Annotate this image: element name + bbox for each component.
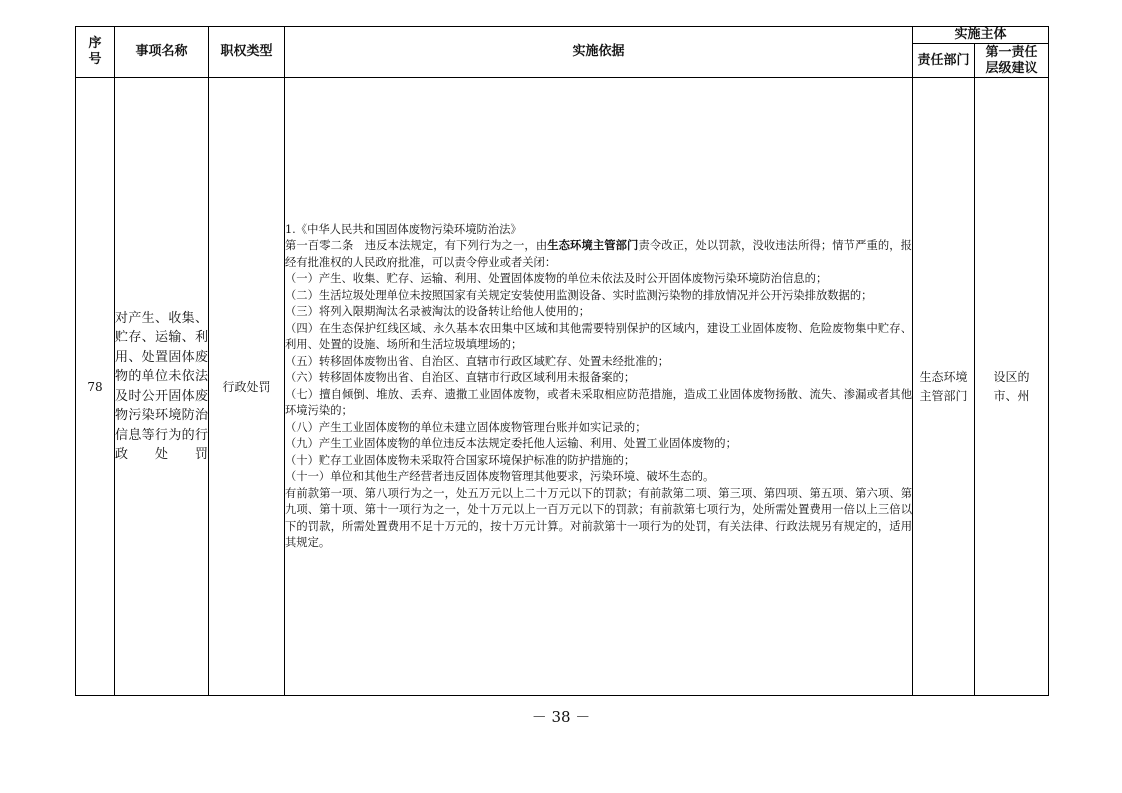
- row-basis: [285, 78, 913, 696]
- header-seq: 序号: [76, 27, 115, 78]
- basis-article-bold: 生态环境主管部门: [547, 239, 639, 252]
- basis-item: （八）产生工业固体废物的单位未建立固体废物管理台账并如实记录的；: [285, 420, 647, 434]
- basis-item: （九）产生工业固体废物的单位违反本法规定委托他人运输、利用、处置工业固体废物的；: [285, 437, 737, 450]
- authority-table: [75, 26, 1049, 696]
- basis-item: （十一）单位和其他生产经营者违反固体废物管理其他要求，污染环境、破坏生态的。: [285, 470, 715, 483]
- basis-item: （五）转移固体废物出省、自治区、直辖市行政区域贮存、处置未经批准的；: [285, 354, 670, 368]
- basis-item: （二）生活垃圾处理单位未按照国家有关规定安装使用监测设备、实时监测污染物的排放情况并公开污染排放数据的；: [285, 288, 873, 302]
- basis-item: （四）在生态保护红线区域、永久基本农田集中区域和其他需要特别保护的区域内，建设工业固体废物、危险废物集中贮存、利用、处置的设施、场所和生活垃圾填埋场的；: [285, 321, 912, 351]
- basis-article: 第一百零二条 违反本法规定，有下列行为之一，由生态环境主管部门责令改正，处以罚款，没收违法所得；情节严重的，报经有批准权的人民政府批准，可以责令停业或者关闭：: [285, 239, 912, 269]
- header-name: 事项名称: [115, 27, 209, 78]
- row-type: 行政处罚: [209, 78, 285, 696]
- basis-title: 1.《中华人民共和国固体废物污染环境防治法》: [285, 222, 522, 236]
- page-number: － 38 －: [531, 708, 591, 726]
- row-level: 设区的市、州: [975, 78, 1049, 696]
- row-name: 对产生、收集、贮存、运输、利用、处置固体废物的单位未依法及时公开固体废物污染环境防治信息等行为的行政处罚: [115, 78, 209, 696]
- basis-item: （一）产生、收集、贮存、运输、利用、处置固体废物的单位未依法及时公开固体废物污染环境防治信息的；: [285, 272, 828, 285]
- header-basis: 实施依据: [285, 27, 913, 78]
- header-subject: 实施主体: [913, 27, 1049, 44]
- basis-item: （七）擅自倾倒、堆放、丢弃、遗撒工业固体废物，或者未采取相应防范措施，造成工业固体废物扬散、流失、渗漏或者其他环境污染的；: [285, 387, 912, 417]
- basis-penalty: 有前款第一项、第八项行为之一，处五万元以上二十万元以下的罚款；有前款第二项、第三项、第四项、第五项、第六项、第九项、第十项、第十一项行为之一，处十万元以上一百万元以下的罚款；有前款第七项行为，处所需处置费用一倍以上三倍以下的罚款，所需处置费用不足十万元的，按十万元计算。对前款第十一项行为的处罚，有关法律、行政法规另有规定的，适用其规定。: [285, 486, 912, 549]
- row-seq: 78: [76, 78, 115, 696]
- header-dept: 责任部门: [913, 44, 975, 78]
- header-type: 职权类型: [209, 27, 285, 78]
- basis-item: （六）转移固体废物出省、自治区、直辖市行政区域利用未报备案的；: [285, 371, 636, 384]
- row-dept: 生态环境主管部门: [913, 78, 975, 696]
- basis-item: （十）贮存工业固体废物未采取符合国家环境保护标准的防护措施的；: [285, 453, 636, 467]
- header-level: 第一责任层级建议: [975, 44, 1049, 78]
- basis-item: （三）将列入限期淘汰名录被淘汰的设备转让给他人使用的；: [285, 305, 591, 318]
